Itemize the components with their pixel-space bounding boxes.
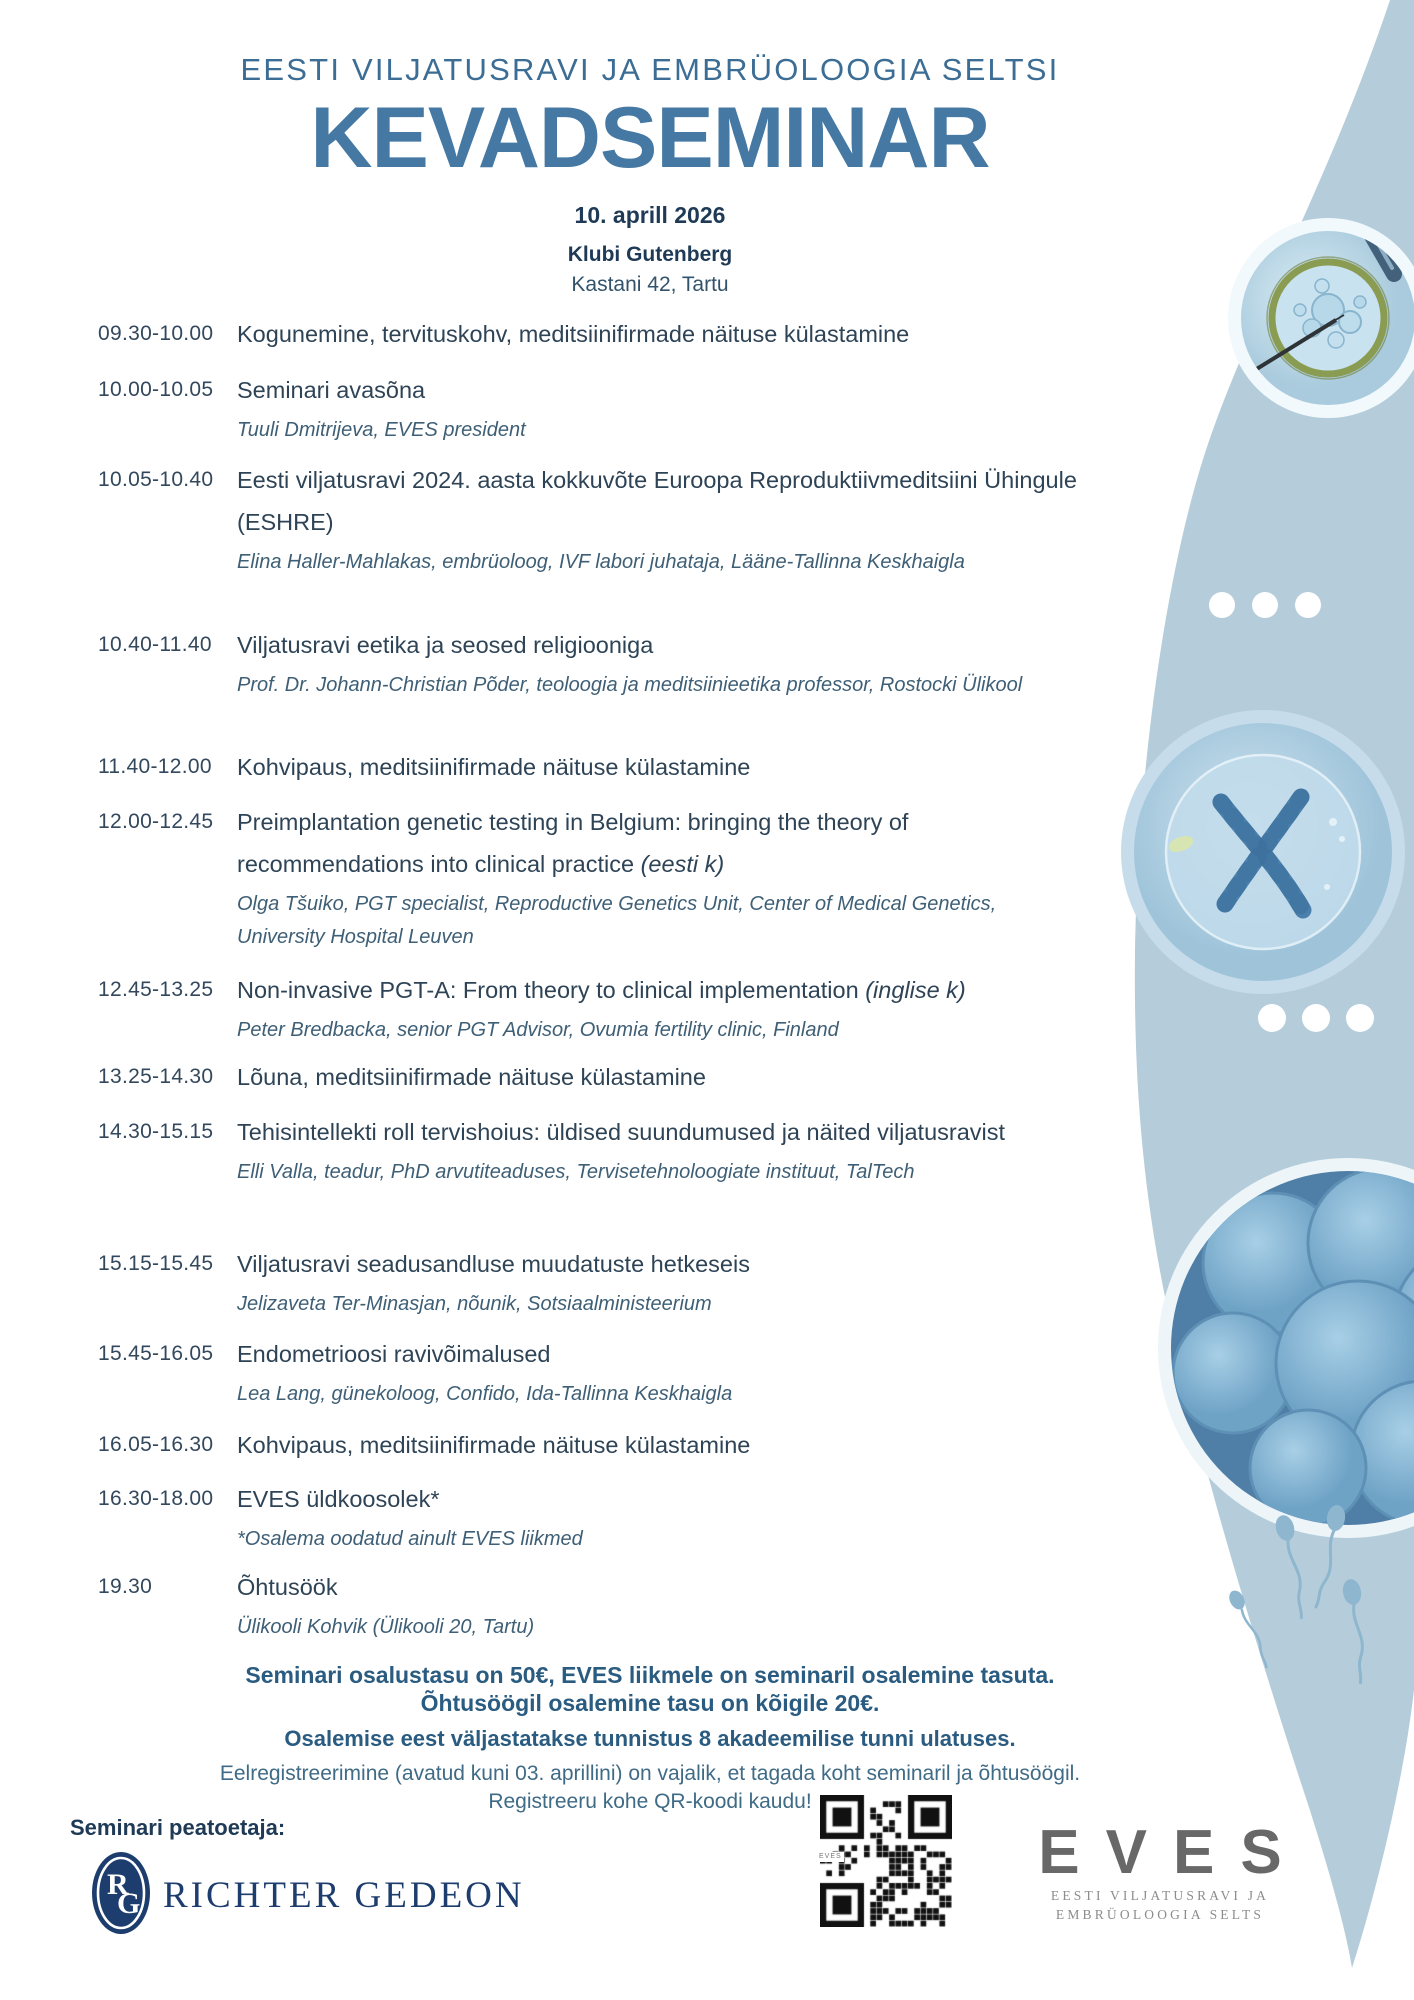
schedule-time: 12.45-13.25 bbox=[98, 978, 214, 1001]
sponsor-label: Seminari peatoetaja: bbox=[70, 1815, 286, 1840]
schedule-speaker: Elina Haller-Mahlakas, embrüoloog, IVF labori juhataja, Lääne-Tallinna Keskhaigla bbox=[237, 551, 965, 573]
schedule-time: 16.05-16.30 bbox=[98, 1433, 214, 1456]
schedule-title: Seminari avasõna bbox=[237, 377, 426, 403]
schedule-title: Viljatusravi seadusandluse muudatuste hetkeseis bbox=[237, 1251, 750, 1277]
schedule-time: 15.45-16.05 bbox=[98, 1342, 214, 1365]
dots-row-2 bbox=[1258, 1004, 1374, 1032]
qr-code bbox=[820, 1795, 952, 1927]
schedule-speaker: Prof. Dr. Johann-Christian Põder, teoloogia ja meditsiinieetika professor, Rostocki Ülikool bbox=[237, 674, 1023, 696]
schedule-time: 16.30-18.00 bbox=[98, 1487, 214, 1510]
schedule-title: Kohvipaus, meditsiinifirmade näituse külastamine bbox=[237, 754, 751, 780]
event-address: Kastani 42, Tartu bbox=[571, 273, 729, 296]
language-note: (inglise k) bbox=[865, 977, 966, 1003]
schedule-title: Lõuna, meditsiinifirmade näituse külastamine bbox=[237, 1064, 706, 1090]
sponsor-name: RICHTER GEDEON bbox=[163, 1875, 525, 1916]
schedule-speaker: Peter Bredbacka, senior PGT Advisor, Ovumia fertility clinic, Finland bbox=[237, 1019, 839, 1041]
schedule-time: 12.00-12.45 bbox=[98, 810, 214, 833]
register-line: Registreeru kohe QR-koodi kaudu! bbox=[488, 1790, 812, 1813]
schedule-time: 11.40-12.00 bbox=[98, 755, 212, 778]
schedule-time: 15.15-15.45 bbox=[98, 1252, 214, 1275]
page-title: KEVADSEMINAR bbox=[310, 90, 990, 186]
event-date: 10. aprill 2026 bbox=[574, 202, 726, 228]
schedule-time: 19.30 bbox=[98, 1575, 153, 1598]
qr-code-label: EVES bbox=[819, 1853, 842, 1860]
schedule-title: Endometrioosi ravivõimalused bbox=[237, 1341, 551, 1367]
schedule-time: 10.00-10.05 bbox=[98, 378, 214, 401]
eves-caption-line2: EMBRÜOLOOGIA SELTS bbox=[1055, 1907, 1265, 1922]
schedule-title: Õhtusöök bbox=[237, 1574, 338, 1600]
preregistration-line: Eelregistreerimine (avatud kuni 03. aprillini) on vajalik, et tagada koht seminaril ja õhtusöögil. bbox=[219, 1762, 1081, 1785]
schedule-time: 13.25-14.30 bbox=[98, 1065, 214, 1088]
schedule-speaker: Olga Tšuiko, PGT specialist, Reproductive Genetics Unit, Center of Medical Genetics, University Hospital Leuven bbox=[237, 893, 997, 948]
chromosome-cell-image bbox=[1121, 710, 1405, 994]
schedule-title: Kogunemine, tervituskohv, meditsiinifirmade näituse külastamine bbox=[237, 321, 910, 347]
certificate-line: Osalemise eest väljastatakse tunnistus 8 akadeemilise tunni ulatuses. bbox=[284, 1726, 1016, 1751]
eves-logo bbox=[1015, 1818, 1308, 1924]
schedule-title: Tehisintellekti roll tervishoius: üldised suundumused ja näited viljatusravist bbox=[237, 1119, 1006, 1145]
schedule-speaker: Tuuli Dmitrijeva, EVES president bbox=[237, 419, 526, 441]
schedule-speaker: *Osalema oodatud ainult EVES liikmed bbox=[237, 1528, 583, 1550]
schedule-title: Non-invasive PGT-A: From theory to clinical implementation (inglise k) bbox=[237, 977, 966, 1003]
schedule-title: Kohvipaus, meditsiinifirmade näituse külastamine bbox=[237, 1432, 751, 1458]
richter-gedeon-logo bbox=[90, 1850, 152, 1936]
language-note: (eesti k) bbox=[640, 851, 725, 877]
schedule-time: 09.30-10.00 bbox=[98, 322, 214, 345]
schedule-title: Preimplantation genetic testing in Belgium: bringing the theory of recommendations into clinical practice (eesti k) bbox=[237, 809, 909, 877]
svg-text:G: G bbox=[117, 1887, 141, 1920]
schedule-speaker: Elli Valla, teadur, PhD arvutiteaduses, Tervisetehnoloogiate instituut, TalTech bbox=[237, 1161, 915, 1183]
event-venue: Klubi Gutenberg bbox=[567, 243, 733, 266]
schedule-speaker: Ülikooli Kohvik (Ülikooli 20, Tartu) bbox=[237, 1616, 535, 1638]
schedule-title: Eesti viljatusravi 2024. aasta kokkuvõte Euroopa Reproduktiivmeditsiini Ühingule (ESHRE) bbox=[237, 467, 1077, 535]
schedule-time: 10.05-10.40 bbox=[98, 468, 214, 491]
schedule-speaker: Jelizaveta Ter-Minasjan, nõunik, Sotsiaalministeerium bbox=[237, 1293, 712, 1315]
schedule-time: 14.30-15.15 bbox=[98, 1120, 214, 1143]
svg-text:R: R bbox=[107, 1868, 129, 1901]
society-name: EESTI VILJATUSRAVI JA EMBRÜOLOOGIA SELTSI bbox=[240, 52, 1060, 87]
eves-caption-line1: EESTI VILJATUSRAVI JA bbox=[1050, 1888, 1270, 1903]
eves-logo-text: EVES bbox=[1038, 1818, 1308, 1887]
schedule-speaker: Lea Lang, günekoloog, Confido, Ida-Tallinna Keskhaigla bbox=[237, 1383, 733, 1405]
fee-line-1: Seminari osalustasu on 50€, EVES liikmele on seminaril osalemine tasuta. bbox=[245, 1662, 1055, 1688]
dots-row-1 bbox=[1209, 592, 1321, 618]
schedule-title: EVES üldkoosolek* bbox=[237, 1486, 440, 1512]
schedule-time: 10.40-11.40 bbox=[98, 633, 212, 656]
schedule-title: Viljatusravi eetika ja seosed religiooniga bbox=[237, 632, 654, 658]
fee-line-2: Õhtusöögil osalemine tasu on kõigile 20€. bbox=[420, 1690, 880, 1716]
